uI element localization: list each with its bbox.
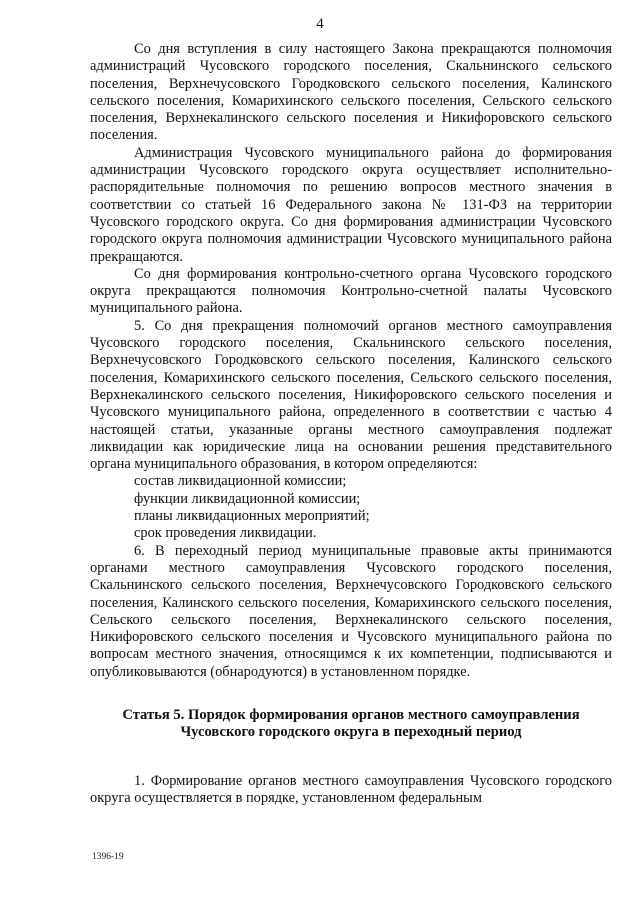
list-item: срок проведения ликвидации. [134,525,317,542]
document-body [90,41,612,807]
paragraph-liquidation: 5. Со дня прекращения полномочий органов местного самоуправления Чусовского городского поселения, Скальнинского сельского поселения, Верхнечусовского Городковского сельского поселения, Калинского сельского поселения, Комарихинского сельского поселения, Сельского сельского поселения, Верхнекалинского сельского поселения, Никифоровского сельского поселения и Чусовского муниципального района, определенного в соответствии с частью 4 настоящей статьи, указанные органы местного самоуправления подлежат ликвидации как юридические лица на основании решения представительного органа муниципального образования, в котором определяются: [90,317,612,473]
paragraph-district-administration: Администрация Чусовского муниципального района до формирования администрации Чусовского городского округа осуществляет исполнительно-распорядительные полномочия по решению вопросов местного значения в соответствии со статьей 16 Федерального закона № 131-ФЗ на территории Чусовского городского округа. Со дня формирования администрации Чусовского городского округа полномочия администрации Чусовского муниципального района прекращаются. [90,144,612,265]
list-item: планы ликвидационных мероприятий; [134,508,370,525]
list-item: функции ликвидационной комиссии; [134,490,361,507]
list-item: состав ликвидационной комиссии; [134,473,347,490]
paragraph-transition-acts: 6. В переходный период муниципальные правовые акты принимаются органами местного самоуправления Чусовского городского поселения, Скальнинского сельского поселения, Верхнечусовского Городковского сельского поселения, Калинского сельского поселения, Комарихинского сельского поселения, Сельского сельского поселения, Верхнекалинского сельского поселения, Никифоровского сельского поселения и Чусовского муниципального района по вопросам местного значения, относящимся к их компетенции, подписываются и опубликовываются (обнародуются) в установленном порядке. [90,542,612,680]
paragraph-abolition-administrations: Со дня вступления в силу настоящего Закона прекращаются полномочия администраций Чусовского городского поселения, Скальнинского сельского поселения, Верхнечусовского Городковского сельского поселения, Калинского сельского поселения, Комарихинского сельского поселения, Сельского сельского поселения, Верхнекалинского сельского поселения и Никифоровского сельского поселения. [90,41,612,144]
page-number: 4 [316,16,324,32]
paragraph-control-audit-body: Со дня формирования контрольно-счетного органа Чусовского городского округа прекращаются полномочия Контрольно-счетной палаты Чусовского муниципального района. [90,265,612,317]
paragraph-formation: 1. Формирование органов местного самоуправления Чусовского городского округа осуществляется в порядке, установленном федеральным [90,772,612,806]
document-code: 1396-19 [92,852,124,862]
article-heading: Статья 5. Порядок формирования органов местного самоуправления Чусовского городского округа в переходный период [122,706,580,741]
